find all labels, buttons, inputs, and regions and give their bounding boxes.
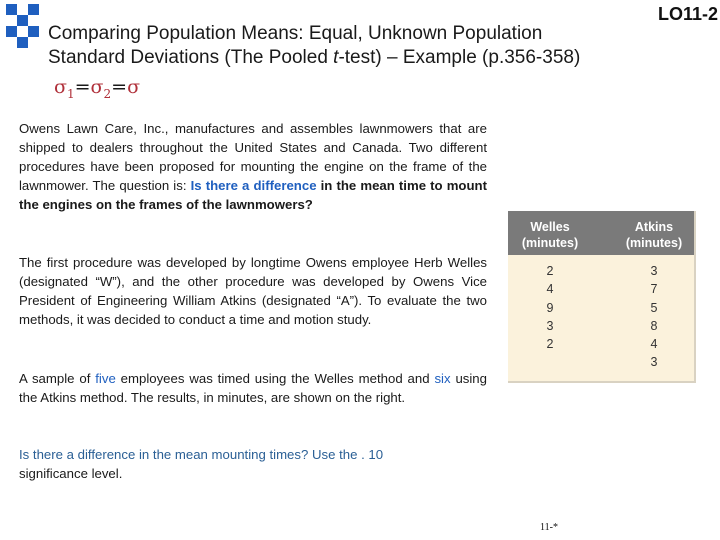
title-line-1: Comparing Population Means: Equal, Unknown Population bbox=[48, 23, 543, 44]
welles-column bbox=[510, 262, 590, 353]
title-line-2: Standard Deviations (The Pooled t-test) – Example (p.356-358) bbox=[48, 47, 581, 68]
results-table bbox=[508, 211, 696, 383]
intro-paragraph: Owens Lawn Care, Inc., manufactures and assembles lawnmowers that are shipped to dealers throughout the United States and Canada. Two different procedures have been proposed for mounting the engine on the frame of the lawnmower. The question is: Is there a difference in the mean time to mount the engines on the frames of the lawnmowers? bbox=[19, 121, 487, 212]
question-paragraph: Is there a difference in the mean mounting times? Use the . 10 significance level. bbox=[19, 447, 384, 481]
table-cell: 7 bbox=[650, 282, 658, 297]
table-cell: 5 bbox=[650, 300, 658, 315]
sigma-equality: $\sigma_1=\sigma_2=\sigma$ bbox=[54, 76, 141, 101]
learning-objective-label: LO11-2 bbox=[657, 4, 718, 24]
procedure-paragraph: The first procedure was developed by longtime Owens employee Herb Welles (designated “W”), and the other procedure was developed by Owens Vice President of Engineering William Atkins (designated “A”). To evaluate the two methods, it was decided to conduct a time and motion study. bbox=[19, 255, 487, 327]
slide-title bbox=[48, 22, 708, 70]
table-cell: 3 bbox=[546, 318, 554, 333]
sample-paragraph: A sample of five employees was timed using the Welles method and six using the Atkins method. The results, in minutes, are shown on the right. bbox=[19, 371, 487, 405]
table-header bbox=[508, 211, 694, 255]
logo-icon bbox=[6, 4, 50, 48]
table-cell: 2 bbox=[546, 337, 554, 352]
table-cell: 3 bbox=[650, 355, 658, 370]
table-cell: 3 bbox=[650, 264, 658, 278]
table-cell: 8 bbox=[650, 318, 658, 333]
atkins-header: Atkins (minutes) bbox=[625, 220, 683, 250]
table-cell: 4 bbox=[650, 337, 658, 352]
table-cell: 2 bbox=[546, 264, 554, 278]
welles-header: Welles (minutes) bbox=[521, 220, 579, 250]
atkins-column bbox=[614, 262, 694, 372]
question-highlight: Is there a difference bbox=[190, 178, 317, 193]
table-cell: 9 bbox=[546, 300, 554, 315]
slide-number: 11-* bbox=[540, 522, 558, 533]
table-cell: 4 bbox=[546, 282, 554, 297]
